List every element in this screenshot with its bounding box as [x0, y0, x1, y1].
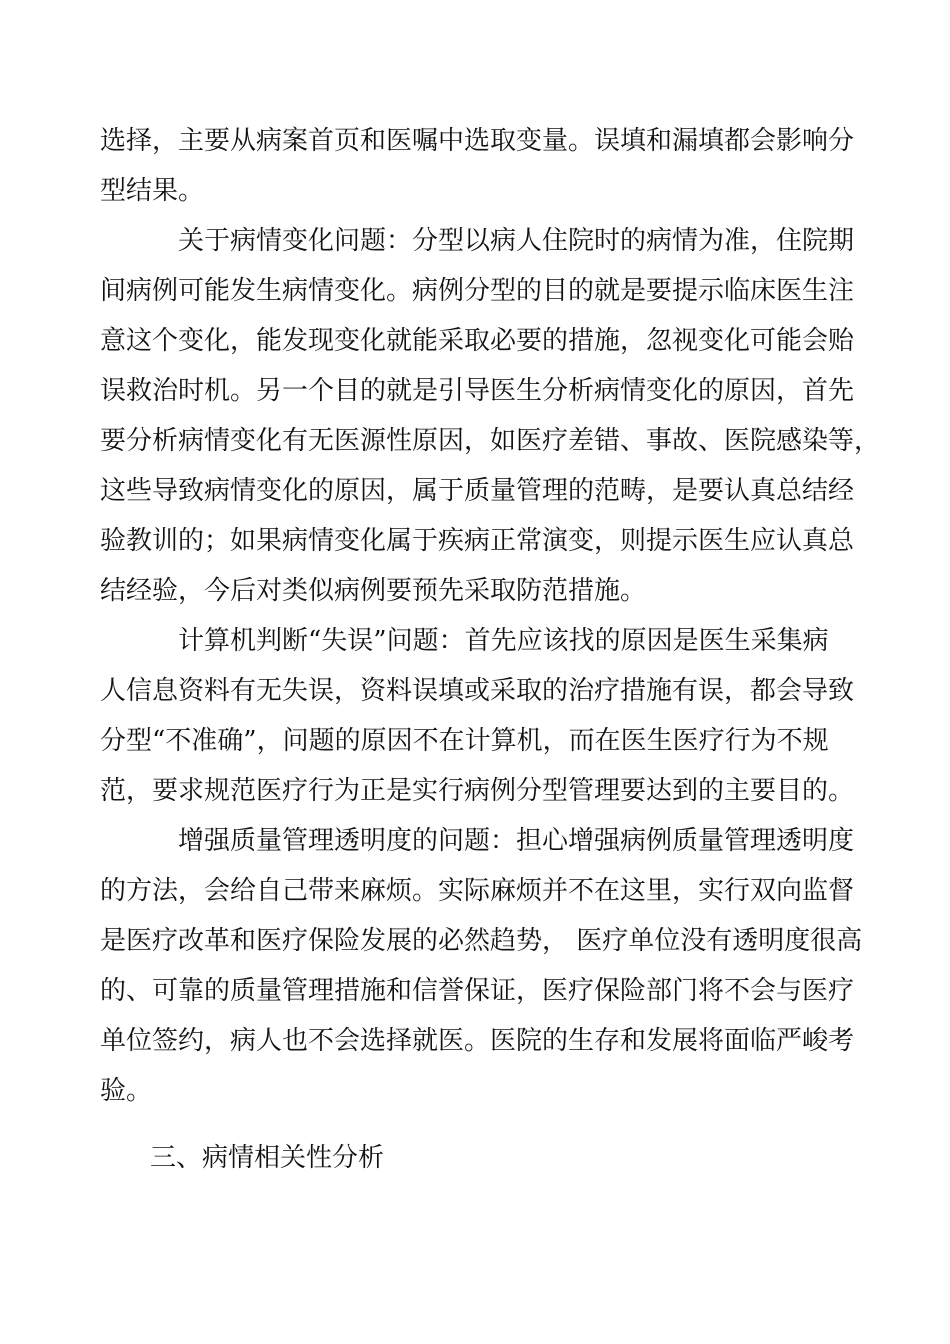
text-line: 这些导致病情变化的原因，属于质量管理的范畴，是要认真总结经: [100, 476, 855, 506]
text-line: 是医疗改革和医疗保险发展的必然趋势， 医疗单位没有透明度很高: [100, 926, 863, 956]
paragraph-start-line: 增强质量管理透明度的问题：担心增强病例质量管理透明度: [178, 826, 855, 856]
text-line: 意这个变化，能发现变化就能采取必要的措施，忽视变化可能会贻: [100, 326, 855, 356]
section-heading: 三、病情相关性分析: [150, 1143, 385, 1173]
paragraph-start-line: 计算机判断“失误”问题：首先应该找的原因是医生采集病: [178, 626, 829, 656]
text-line: 间病例可能发生病情变化。病例分型的目的就是要提示临床医生注: [100, 276, 855, 306]
text-line: 人信息资料有无失误，资料误填或采取的治疗措施有误，都会导致: [100, 676, 855, 706]
text-line: 验教训的；如果病情变化属于疾病正常演变，则提示医生应认真总: [100, 526, 855, 556]
text-line: 的、可靠的质量管理措施和信誉保证，医疗保险部门将不会与医疗: [100, 976, 855, 1006]
text-line: 的方法，会给自己带来麻烦。实际麻烦并不在这里，实行双向监督: [100, 876, 855, 906]
text-line: 范，要求规范医疗行为正是实行病例分型管理要达到的主要目的。: [100, 776, 855, 806]
text-line: 误救治时机。另一个目的就是引导医生分析病情变化的原因，首先: [100, 376, 855, 406]
text-line: 单位签约，病人也不会选择就医。医院的生存和发展将面临严峻考: [100, 1026, 855, 1056]
paragraph-start-line: 关于病情变化问题：分型以病人住院时的病情为准，住院期: [178, 226, 855, 256]
text-line: 分型“不准确”，问题的原因不在计算机，而在医生医疗行为不规: [100, 726, 829, 756]
text-line: 型结果。: [100, 176, 205, 206]
text-line: 选择，主要从病案首页和医嘱中选取变量。误填和漏填都会影响分: [100, 126, 855, 156]
text-line: 结经验，今后对类似病例要预先采取防范措施。: [100, 576, 647, 606]
text-line: 验。: [100, 1076, 153, 1106]
text-line: 要分析病情变化有无医源性原因，如医疗差错、事故、医院感染等，: [100, 426, 881, 456]
